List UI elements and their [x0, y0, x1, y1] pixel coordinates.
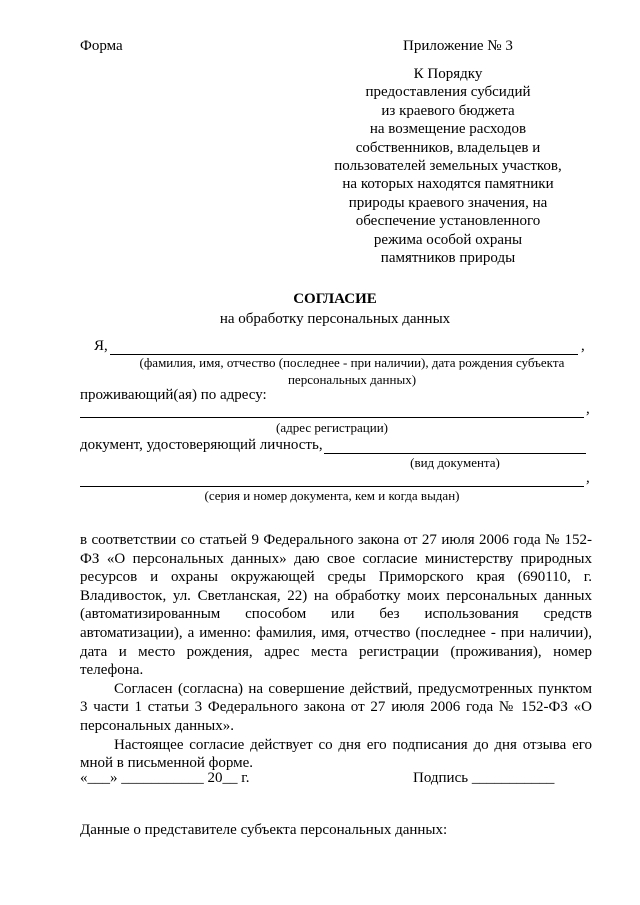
- reference-line: памятников природы: [380, 250, 516, 267]
- ya-label: Я,: [94, 338, 108, 354]
- document-series-line[interactable]: [80, 486, 584, 487]
- consent-line: № 152-ФЗ «О персональных данных» даю свое согласие министерству: [80, 532, 593, 567]
- appendix-reference: [318, 65, 578, 267]
- date-field[interactable]: «___» ___________ 20__ г.: [80, 770, 250, 786]
- consent-line: природных ресурсов и охраны окружающей среды Приморского края (690110,: [80, 550, 593, 586]
- consent-line: г. Владивосток, ул. Светланская, 22) на обработку моих персональных данных: [80, 569, 592, 604]
- reference-line: обеспечение установленного: [355, 213, 541, 230]
- consent-paragraph-1: [80, 531, 592, 661]
- reference-line: режима особой охраны: [373, 231, 523, 248]
- consent-paragraph-3: Настоящее согласие действует со дня его подписания до дня отзыва его мной в письменной форме.: [80, 736, 592, 772]
- document-title: СОГЛАСИЕ: [293, 291, 377, 307]
- consent-line: автоматизации), а именно: фамилия, имя, отчество (последнее - при наличии),: [80, 624, 592, 641]
- comma: ,: [586, 401, 590, 417]
- document-label: документ, удостоверяющий личность,: [80, 437, 323, 453]
- fio-hint: (фамилия, имя, отчество (последнее - при наличии), дата рождения субъекта: [139, 355, 565, 370]
- consent-paragraph-1-end: телефона.: [80, 662, 144, 679]
- reference-line: предоставления субсидий: [365, 84, 531, 101]
- reference-line: пользователей земельных участков,: [334, 158, 562, 175]
- consent-body: [80, 531, 592, 773]
- address-field-line[interactable]: [80, 417, 584, 418]
- document-series-hint: (серия и номер документа, кем и когда выдан): [204, 488, 460, 503]
- appendix-label: Приложение № 3: [403, 38, 513, 54]
- comma: ,: [581, 338, 585, 354]
- fio-hint-2: персональных данных): [287, 372, 417, 387]
- form-label: Форма: [80, 38, 123, 54]
- document-subtitle: на обработку персональных данных: [219, 311, 451, 327]
- reference-line: К Порядку: [413, 66, 483, 82]
- consent-line: в соответствии со статьей 9 Федерального закона от 27 июля 2006 года: [80, 532, 541, 548]
- reference-line: из краевого бюджета: [381, 102, 515, 119]
- representative-heading: Данные о представителе субъекта персональных данных:: [80, 822, 448, 838]
- document-type-hint: (вид документа): [410, 455, 500, 470]
- document-type-line[interactable]: [324, 453, 586, 454]
- residing-label: проживающий(ая) по адресу:: [80, 387, 267, 403]
- reference-line: собственников, владельцев и: [355, 139, 541, 156]
- consent-line: (автоматизированным способом или без использования средств: [80, 606, 592, 623]
- reference-line: на которых находятся памятники: [342, 176, 554, 193]
- signature-field[interactable]: Подпись ___________: [413, 770, 555, 786]
- reference-line: на возмещение расходов: [369, 121, 527, 138]
- address-hint: (адрес регистрации): [276, 420, 388, 435]
- reference-line: природы краевого значения, на: [348, 194, 548, 211]
- consent-line: дата и место рождения, адрес места регистрации (проживания), номер: [80, 643, 592, 660]
- comma: ,: [586, 470, 590, 486]
- consent-paragraph-2: Согласен (согласна) на совершение действий, предусмотренных пунктом 3 части 1 статьи 3 Федерального закона от 27 июля 2006 года № 152-ФЗ «О персональных данных».: [80, 680, 592, 734]
